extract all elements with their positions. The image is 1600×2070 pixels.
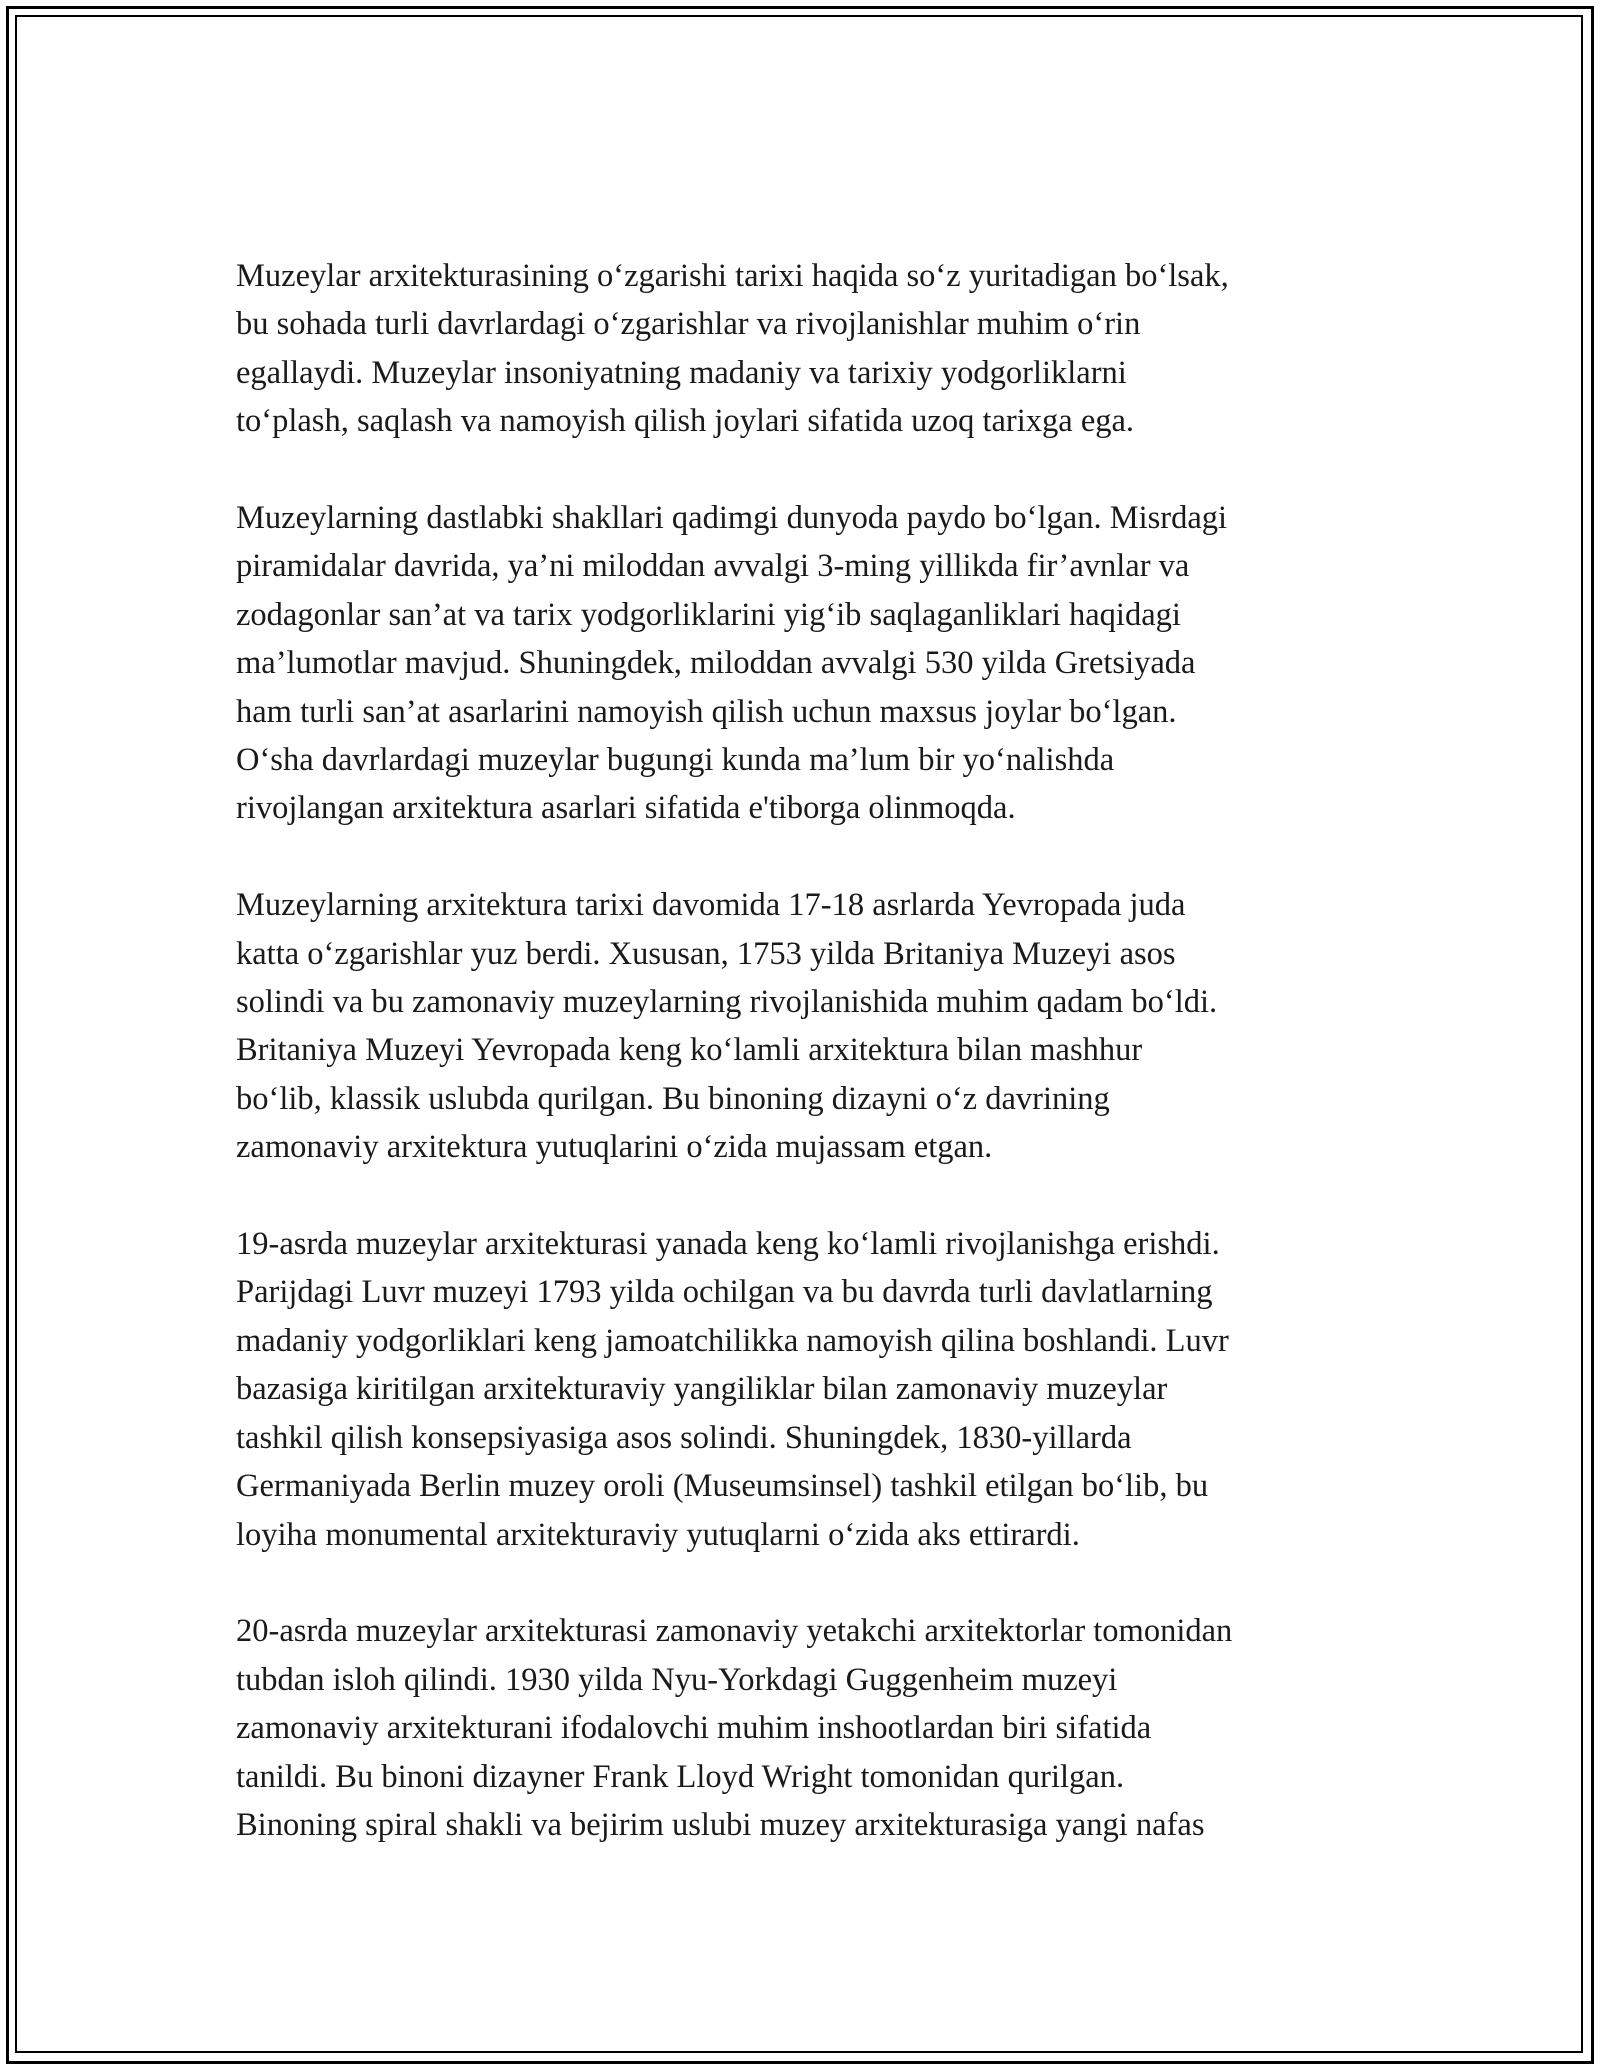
text-line: O‘sha davrlardagi muzeylar bugungi kunda ma’lum bir yo‘nalishda — [236, 742, 1115, 779]
paragraph-4 — [236, 1220, 1376, 1559]
text-line: loyiha monumental arxitekturaviy yutuqlarni o‘zida aks ettirardi. — [236, 1516, 1080, 1553]
text-line: zodagonlar san’at va tarix yodgorliklarini yig‘ib saqlaganliklari haqidagi — [236, 596, 1181, 633]
text-line: rivojlangan arxitektura asarlari sifatida e'tiborga olinmoqda. — [236, 790, 1016, 827]
text-line: Muzeylar arxitekturasining o‘zgarishi tarixi haqida so‘z yuritadigan bo‘lsak, — [236, 258, 1229, 294]
text-line: 19-asrda muzeylar arxitekturasi yanada keng ko‘lamli rivojlanishga erishdi. — [236, 1226, 1220, 1263]
text-line: bo‘lib, klassik uslubda qurilgan. Bu binoning dizayni o‘z davrining — [236, 1080, 1110, 1117]
text-line: bazasiga kiritilgan arxitekturaviy yangiliklar bilan zamonaviy muzeylar — [236, 1371, 1168, 1408]
paragraph-2 — [236, 494, 1376, 833]
text-line: Muzeylarning arxitektura tarixi davomida 17-18 asrlarda Yevropada juda — [236, 887, 1186, 924]
text-line: to‘plash, saqlash va namoyish qilish joylari sifatida uzoq tarixga ega. — [236, 403, 1135, 440]
paragraph-5 — [236, 1607, 1376, 1849]
text-line: tubdan isloh qilindi. 1930 yilda Nyu-Yorkdagi Guggenheim muzeyi — [236, 1661, 1118, 1698]
text-line: solindi va bu zamonaviy muzeylarning rivojlanishida muhim qadam bo‘ldi. — [236, 984, 1218, 1021]
text-line: tanildi. Bu binoni dizayner Frank Lloyd Wright tomonidan qurilgan. — [236, 1758, 1125, 1795]
text-line: ham turli san’at asarlarini namoyish qilish uchun maxsus joylar bo‘lgan. — [236, 693, 1177, 730]
text-line: Germaniyada Berlin muzey oroli (Museumsinsel) tashkil etilgan bo‘lib, bu — [236, 1468, 1209, 1505]
text-line: zamonaviy arxitektura yutuqlarini o‘zida mujassam etgan. — [236, 1129, 993, 1166]
text-line: Muzeylarning dastlabki shakllari qadimgi dunyoda paydo bo‘lgan. Misrdagi — [236, 500, 1228, 537]
text-line: ma’lumotlar mavjud. Shuningdek, miloddan avvalgi 530 yilda Gretsiyada — [236, 645, 1196, 682]
text-line: 20-asrda muzeylar arxitekturasi zamonaviy yetakchi arxitektorlar tomonidan — [236, 1613, 1233, 1650]
text-line: bu sohada turli davrlardagi o‘zgarishlar va rivojlanishlar muhim o‘rin — [236, 306, 1141, 343]
text-line: Britaniya Muzeyi Yevropada keng ko‘lamli arxitektura bilan mashhur — [236, 1032, 1143, 1069]
text-line: egallaydi. Muzeylar insoniyatning madaniy va tarixiy yodgorliklarni — [236, 354, 1127, 391]
text-line: tashkil qilish konsepsiyasiga asos solindi. Shuningdek, 1830-yillarda — [236, 1419, 1132, 1456]
paragraph-3 — [236, 881, 1376, 1171]
text-line: Parijdagi Luvr muzeyi 1793 yilda ochilgan va bu davrda turli davlatlarning — [236, 1274, 1213, 1311]
text-line: piramidalar davrida, ya’ni miloddan avvalgi 3-ming yillikda fir’avnlar va — [236, 548, 1190, 585]
paragraph-1 — [236, 252, 1376, 446]
document-body — [236, 252, 1376, 1898]
text-line: Binoning spiral shakli va bejirim uslubi muzey arxitekturasiga yangi nafas — [236, 1806, 1205, 1843]
text-line: madaniy yodgorliklari keng jamoatchilikka namoyish qilina boshlandi. Luvr — [236, 1322, 1229, 1359]
text-line: katta o‘zgarishlar yuz berdi. Xususan, 1753 yilda Britaniya Muzeyi asos — [236, 935, 1176, 972]
text-line: zamonaviy arxitekturani ifodalovchi muhim inshootlardan biri sifatida — [236, 1710, 1152, 1747]
